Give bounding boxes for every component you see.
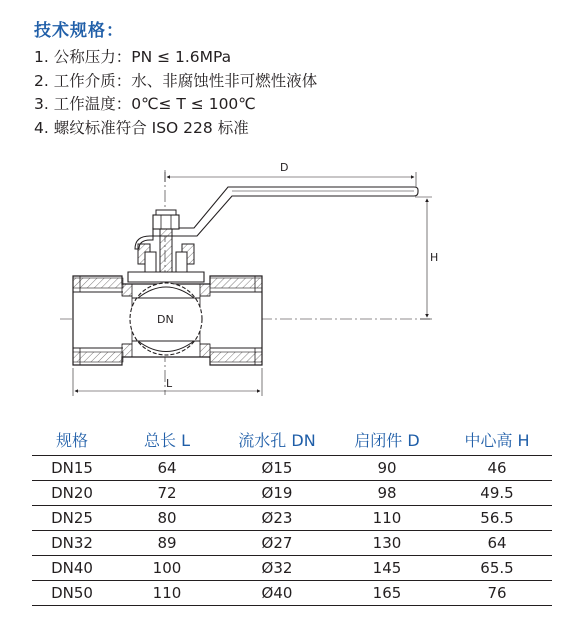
cell-length: 64 [112, 456, 222, 481]
label-d: D [280, 161, 289, 174]
cell-height: 65.5 [442, 556, 552, 581]
specs-heading: 技术规格： [34, 21, 124, 41]
cell-bore: Ø27 [222, 531, 332, 556]
spec-item-medium: 2. 工作介质：水、非腐蚀性非可燃性液体 [34, 71, 318, 90]
cell-handle: 110 [332, 506, 442, 531]
cell-length: 89 [112, 531, 222, 556]
cell-bore: Ø40 [222, 581, 332, 606]
stem-nut [153, 210, 179, 229]
cell-height: 46 [442, 456, 552, 481]
cell-bore: Ø23 [222, 506, 332, 531]
table-row [32, 506, 552, 531]
cell-height: 49.5 [442, 481, 552, 506]
cell-size: DN15 [32, 456, 112, 481]
table-header-row [32, 423, 552, 456]
cell-height: 64 [442, 531, 552, 556]
cell-bore: Ø15 [222, 456, 332, 481]
cell-handle: 130 [332, 531, 442, 556]
ball-valve-drawing [0, 150, 586, 400]
label-dn: DN [157, 313, 174, 326]
cell-length: 110 [112, 581, 222, 606]
header-length: 总长 L [112, 423, 222, 456]
dimension-table [32, 423, 552, 606]
spec-item-pressure: 1. 公称压力：PN ≤ 1.6MPa [34, 48, 232, 66]
label-l: L [166, 377, 173, 390]
header-height: 中心高 H [442, 423, 552, 456]
header-bore: 流水孔 DN [222, 423, 332, 456]
cell-size: DN40 [32, 556, 112, 581]
table-row [32, 581, 552, 606]
cell-size: DN50 [32, 581, 112, 606]
cell-length: 100 [112, 556, 222, 581]
cell-length: 72 [112, 481, 222, 506]
table-row [32, 456, 552, 481]
cell-size: DN32 [32, 531, 112, 556]
header-size: 规格 [32, 423, 112, 456]
cell-size: DN20 [32, 481, 112, 506]
table-row [32, 531, 552, 556]
spec-item-thread-standard: 4. 螺纹标准符合 ISO 228 标准 [34, 118, 249, 137]
cell-height: 56.5 [442, 506, 552, 531]
cell-bore: Ø19 [222, 481, 332, 506]
cell-handle: 90 [332, 456, 442, 481]
spec-list [34, 46, 317, 140]
cell-size: DN25 [32, 506, 112, 531]
cell-length: 80 [112, 506, 222, 531]
cell-handle: 98 [332, 481, 442, 506]
cell-handle: 165 [332, 581, 442, 606]
cell-handle: 145 [332, 556, 442, 581]
cell-height: 76 [442, 581, 552, 606]
table-row [32, 556, 552, 581]
header-handle: 启闭件 D [332, 423, 442, 456]
table-row [32, 481, 552, 506]
label-h: H [430, 251, 439, 264]
valve-bonnet [128, 229, 204, 282]
spec-item-temperature: 3. 工作温度：0℃≤ T ≤ 100℃ [34, 95, 256, 113]
cell-bore: Ø32 [222, 556, 332, 581]
